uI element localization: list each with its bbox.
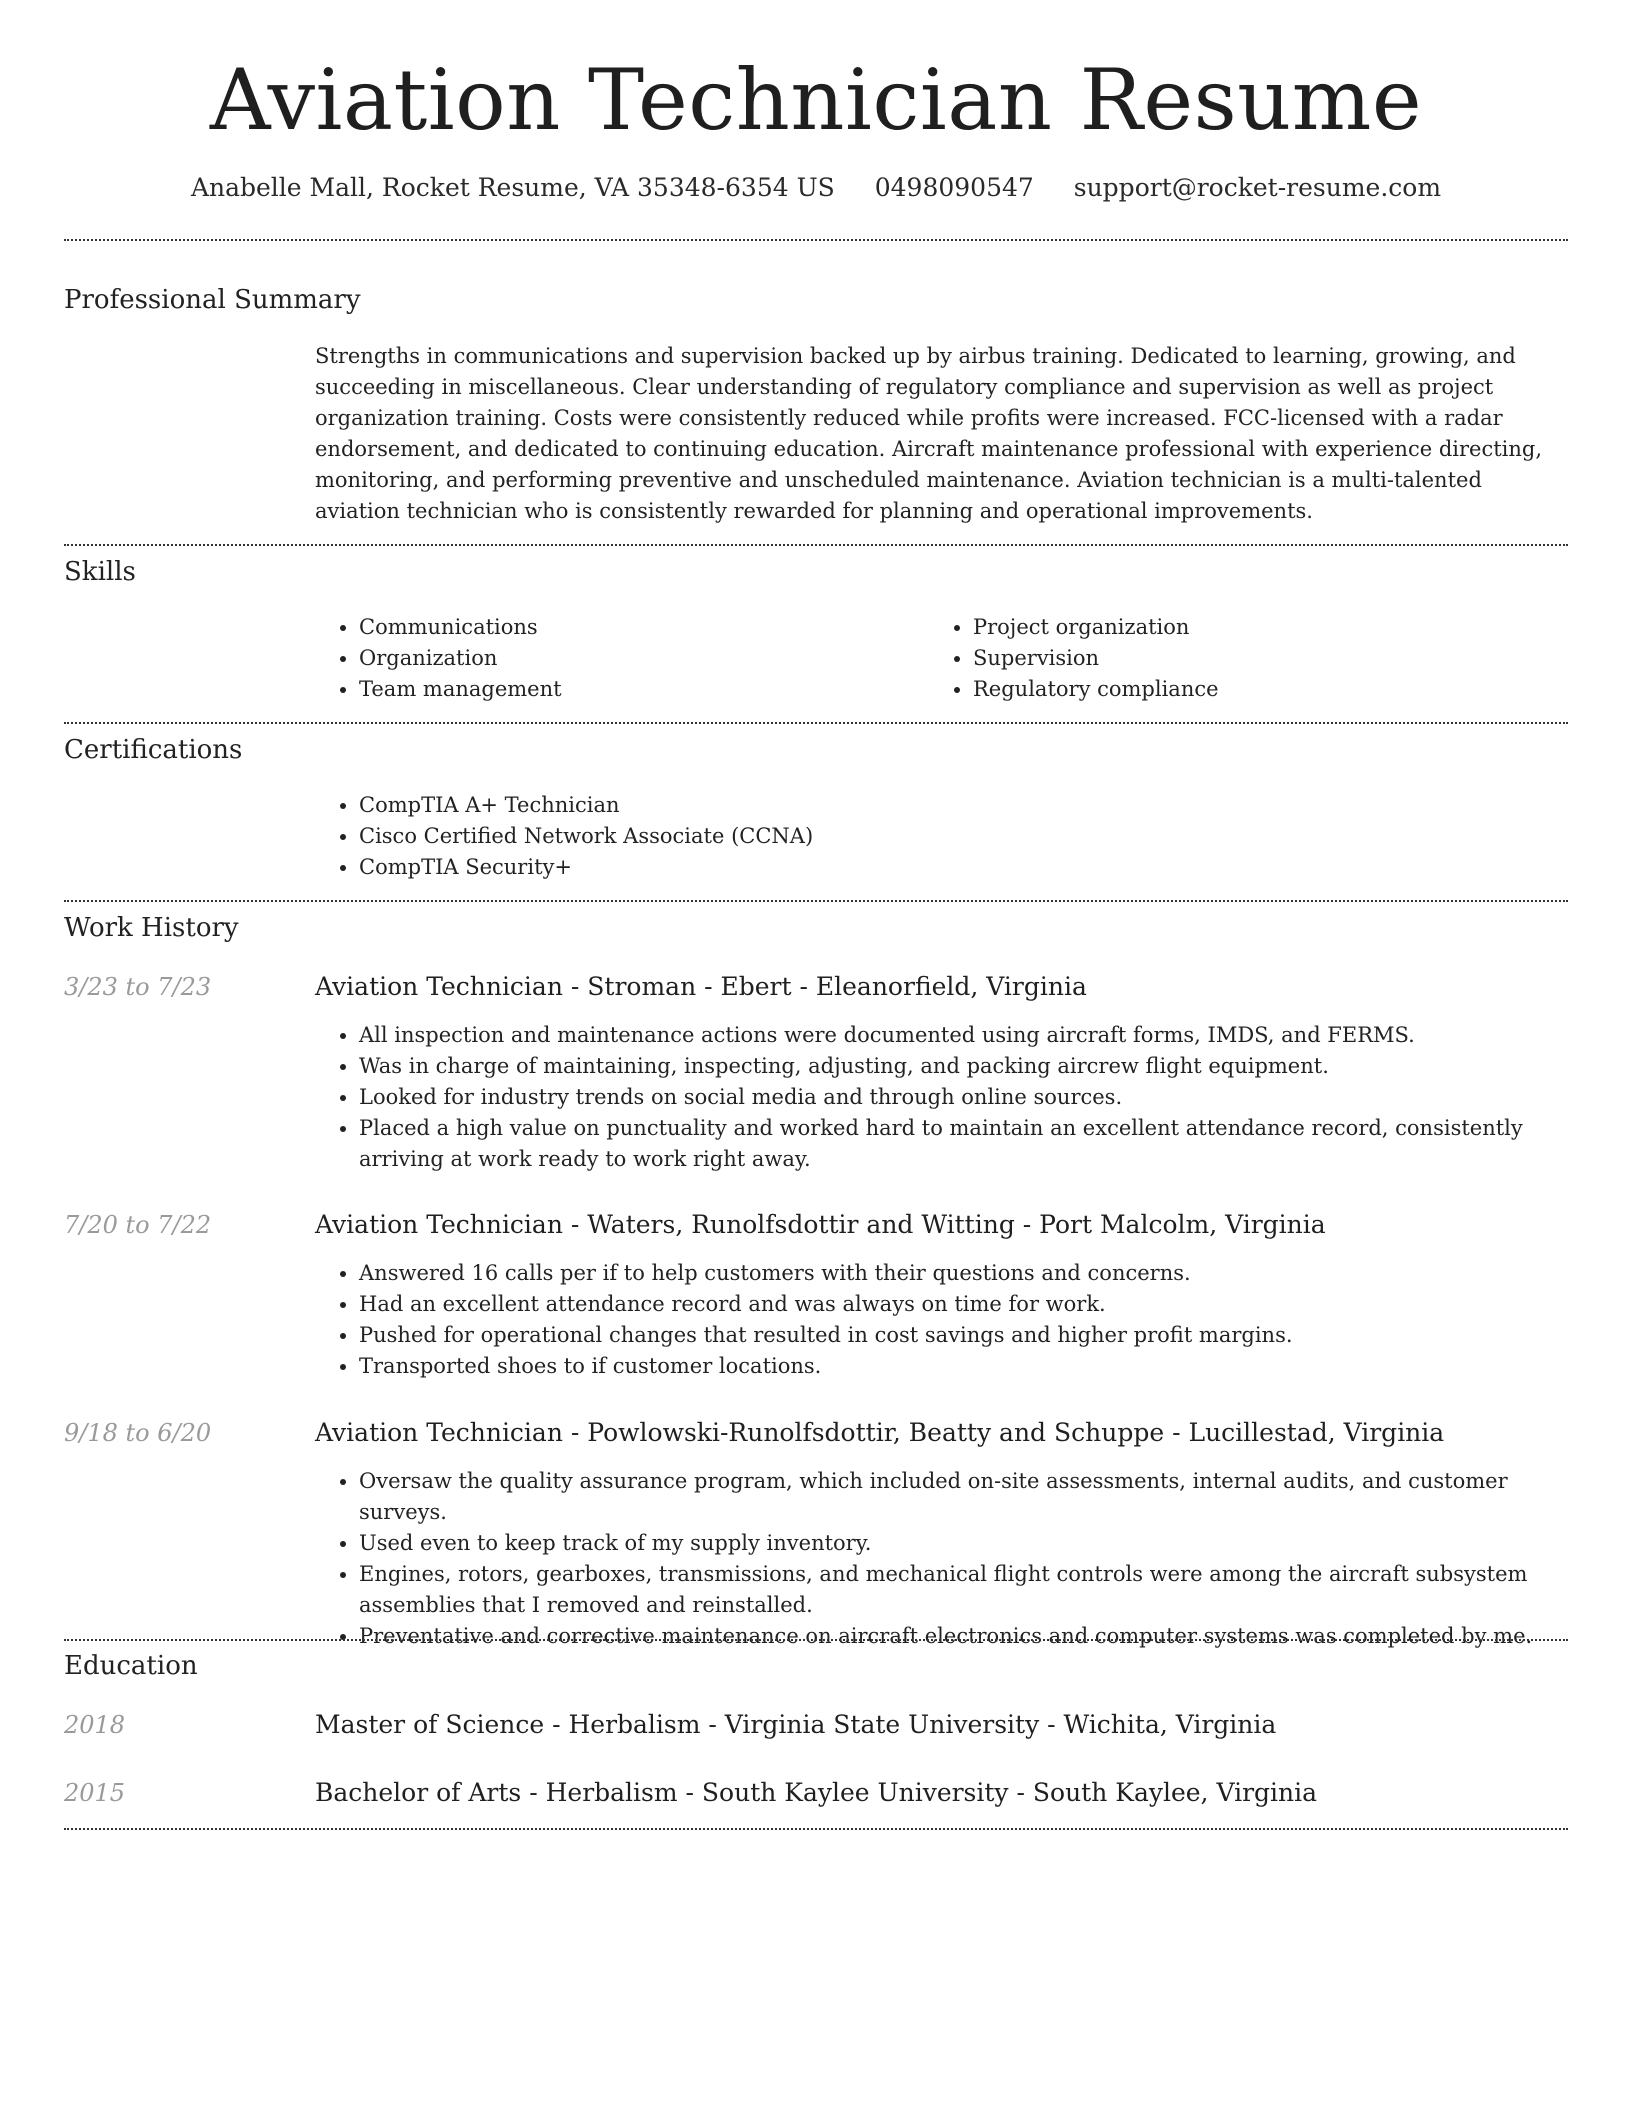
job-bullet: • Preventative and corrective maintenance on aircraft electronics and computer systems was completed by me.	[359, 1621, 1571, 1652]
certifications-list	[315, 790, 1571, 883]
education-degree: Master of Science - Herbalism - Virginia State University - Wichita, Virginia	[315, 1710, 1277, 1739]
skill-item: • Communications	[359, 612, 919, 643]
divider	[64, 239, 1568, 241]
phone: 0498090547	[874, 173, 1034, 202]
education-degree: Bachelor of Arts - Herbalism - South Kaylee University - South Kaylee, Virginia	[315, 1778, 1318, 1807]
skills-list-left	[315, 612, 919, 705]
job-bullet: • Answered 16 calls per if to help customers with their questions and concerns.	[359, 1258, 1571, 1289]
job-bullet: • Was in charge of maintaining, inspecting, adjusting, and packing aircrew flight equipment.	[359, 1051, 1571, 1082]
section-title-summary: Professional Summary	[64, 285, 361, 315]
section-title-work-history: Work History	[64, 913, 239, 943]
contact-line	[0, 170, 1632, 206]
skills-list-right	[929, 612, 1573, 705]
job-title: Aviation Technician - Powlowski-Runolfsdottir, Beatty and Schuppe - Lucillestad, Virginia	[315, 1418, 1445, 1447]
divider	[64, 1828, 1568, 1830]
job-bullet: • Had an excellent attendance record and was always on time for work.	[359, 1289, 1571, 1320]
divider	[64, 544, 1568, 546]
address: Anabelle Mall, Rocket Resume, VA 35348-6354 US	[190, 173, 835, 202]
section-title-skills: Skills	[64, 557, 136, 587]
skill-item: • Regulatory compliance	[973, 674, 1573, 705]
job-bullets	[315, 1020, 1571, 1175]
divider	[64, 900, 1568, 902]
summary-text: Strengths in communications and supervision backed up by airbus training. Dedicated to learning, growing, and succeeding in miscellaneous. Clear understanding of regulatory compliance and supervision as well as project organization training. Costs were consistently reduced while profits were increased. FCC-licensed with a radar endorsement, and dedicated to continuing education. Aircraft maintenance professional with experience directing, monitoring, and performing preventive and unscheduled maintenance. Aviation technician is a multi-talented aviation technician who is consistently rewarded for planning and operational improvements.	[315, 344, 1543, 523]
email: support@rocket-resume.com	[1073, 173, 1442, 202]
education-year: 2018	[64, 1711, 126, 1739]
job-bullet: • All inspection and maintenance actions were documented using aircraft forms, IMDS, and FERMS.	[359, 1020, 1571, 1051]
skill-item: • Organization	[359, 643, 919, 674]
job-bullet: • Used even to keep track of my supply inventory.	[359, 1528, 1571, 1559]
job-bullet: • Pushed for operational changes that resulted in cost savings and higher profit margins.	[359, 1320, 1571, 1351]
job-bullet: • Placed a high value on punctuality and worked hard to maintain an excellent attendance record, consistently arriving at work ready to work right away.	[359, 1113, 1571, 1175]
divider	[64, 722, 1568, 724]
divider	[64, 1639, 1568, 1641]
job-bullet: • Oversaw the quality assurance program, which included on-site assessments, internal audits, and customer surveys.	[359, 1466, 1571, 1528]
section-title-certifications: Certifications	[64, 735, 243, 765]
job-dates: 9/18 to 6/20	[64, 1419, 212, 1447]
job-bullet: • Engines, rotors, gearboxes, transmissions, and mechanical flight controls were among the aircraft subsystem assemblies that I removed and reinstalled.	[359, 1559, 1571, 1621]
skill-item: • Project organization	[973, 612, 1573, 643]
certification-item: • CompTIA A+ Technician	[359, 790, 1571, 821]
skill-item: • Team management	[359, 674, 919, 705]
job-bullets	[315, 1466, 1571, 1652]
job-title: Aviation Technician - Waters, Runolfsdottir and Witting - Port Malcolm, Virginia	[315, 1210, 1326, 1239]
certification-item: • Cisco Certified Network Associate (CCNA)	[359, 821, 1571, 852]
job-dates: 7/20 to 7/22	[64, 1211, 212, 1239]
skill-item: • Supervision	[973, 643, 1573, 674]
job-bullets	[315, 1258, 1571, 1382]
certification-item: • CompTIA Security+	[359, 852, 1571, 883]
job-title: Aviation Technician - Stroman - Ebert - Eleanorfield, Virginia	[315, 972, 1087, 1001]
job-bullet: • Transported shoes to if customer locations.	[359, 1351, 1571, 1382]
education-year: 2015	[64, 1779, 126, 1807]
job-dates: 3/23 to 7/23	[64, 973, 212, 1001]
job-bullet: • Looked for industry trends on social media and through online sources.	[359, 1082, 1571, 1113]
page-title: Aviation Technician Resume	[209, 51, 1423, 149]
section-title-education: Education	[64, 1651, 198, 1681]
